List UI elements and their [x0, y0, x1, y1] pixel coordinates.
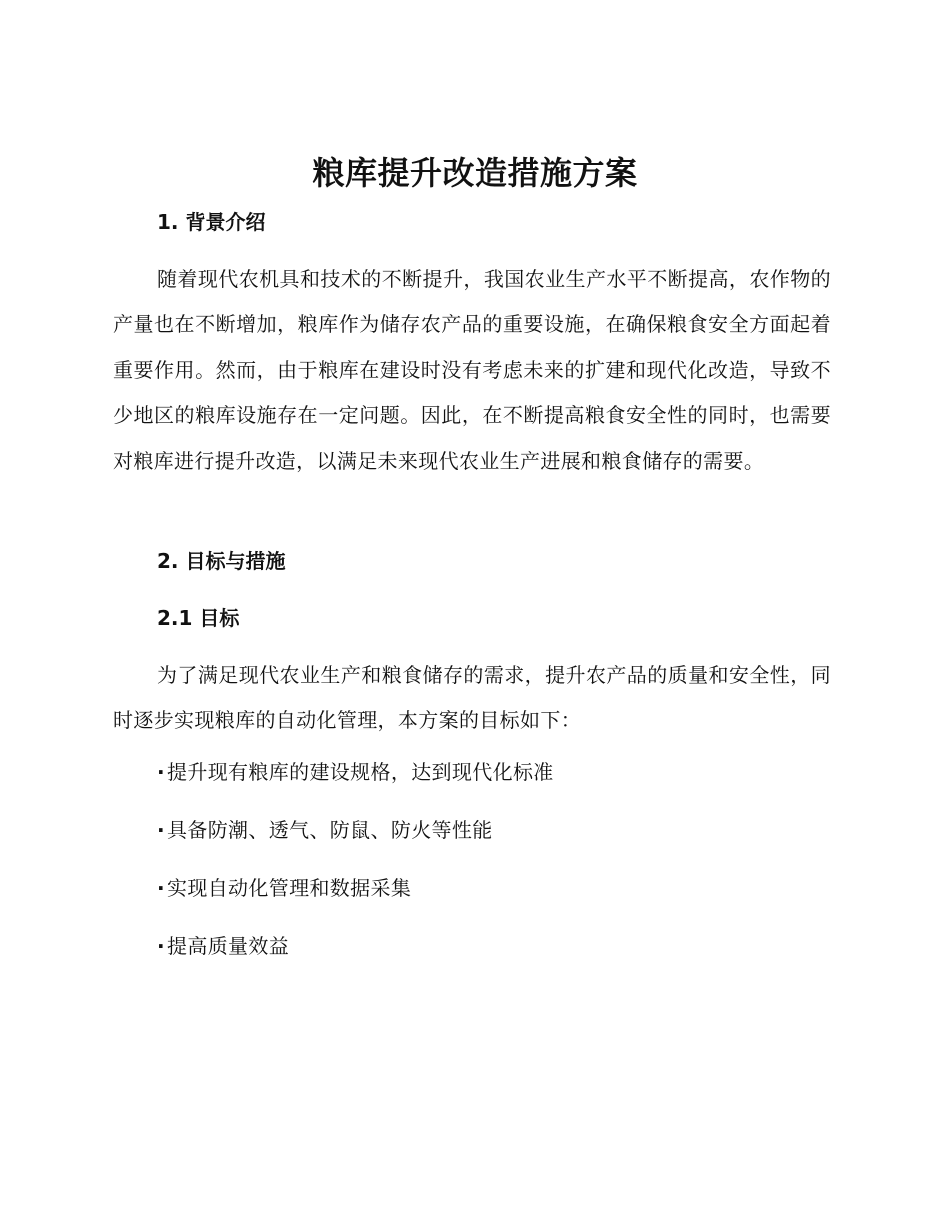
bullet-marker: · — [157, 760, 165, 784]
list-item-text: 提高质量效益 — [167, 934, 290, 958]
goal-list — [157, 757, 554, 989]
section-1-paragraph: 随着现代农机具和技术的不断提升，我国农业生产水平不断提高，农作物的产量也在不断增加，粮库作为储存农产品的重要设施，在确保粮食安全方面起着重要作用。然而，由于粮库在建设时没有考虑未来的扩建和现代化改造，导致不少地区的粮库设施存在一定问题。因此，在不断提高粮食安全性的同时，也需要对粮库进行提升改造，以满足未来现代农业生产进展和粮食储存的需要。 — [113, 267, 831, 473]
bullet-marker: · — [157, 934, 165, 958]
bullet-marker: · — [157, 876, 165, 900]
list-item-text: 提升现有粮库的建设规格，达到现代化标准 — [167, 760, 554, 784]
list-item — [157, 815, 554, 873]
list-item — [157, 873, 554, 931]
section-1-heading: 1. 背景介绍 — [157, 210, 266, 234]
list-item-text: 实现自动化管理和数据采集 — [167, 876, 412, 900]
bullet-marker: · — [157, 818, 165, 842]
section-2-1-paragraph: 为了满足现代农业生产和粮食储存的需求，提升农产品的质量和安全性，同时逐步实现粮库的自动化管理，本方案的目标如下： — [113, 663, 831, 733]
document-title: 粮库提升改造措施方案 — [312, 154, 638, 192]
list-item — [157, 757, 554, 815]
section-2-heading: 2. 目标与措施 — [157, 549, 286, 573]
section-2-1-heading: 2.1 目标 — [157, 606, 240, 630]
list-item-text: 具备防潮、透气、防鼠、防火等性能 — [167, 818, 493, 842]
list-item — [157, 931, 554, 989]
